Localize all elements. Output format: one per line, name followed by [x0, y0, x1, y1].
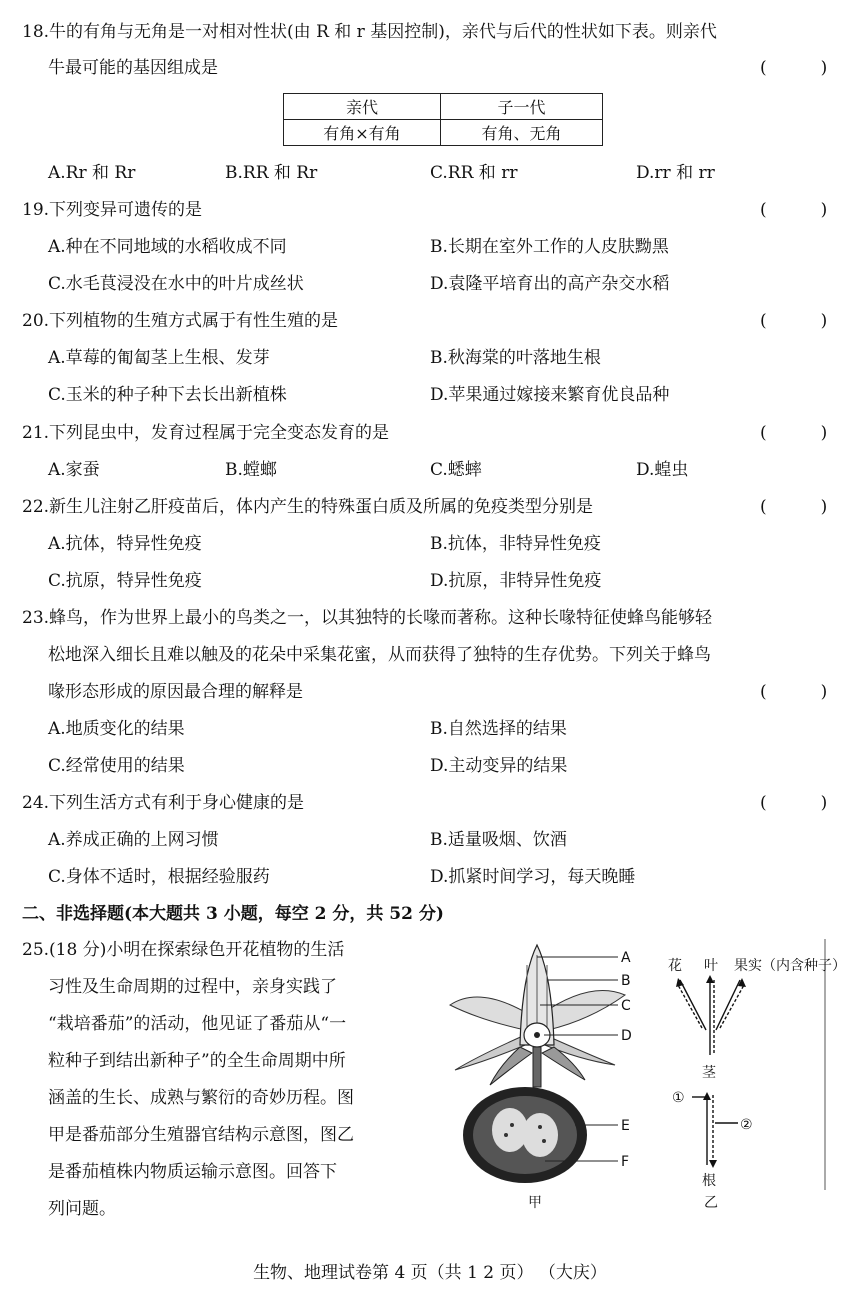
option-d[interactable]: D.rr 和 rr [636, 163, 715, 183]
option-a[interactable]: A.养成正确的上网习惯 [48, 830, 219, 850]
option-b[interactable]: B.适量吸烟、饮酒 [430, 830, 567, 850]
q24-stem: 24.下列生活方式有利于身心健康的是 ( ) [0, 788, 860, 818]
option-d[interactable]: D.袁隆平培育出的高产杂交水稻 [430, 274, 670, 294]
option-b[interactable]: B.长期在室外工作的人皮肤黝黑 [430, 237, 669, 257]
answer-paren[interactable]: ( ) [760, 200, 828, 220]
option-a[interactable]: A.草莓的匍匐茎上生根、发芽 [48, 348, 270, 368]
option-c[interactable]: C.抗原，特异性免疫 [48, 571, 202, 591]
q22-stem: 22.新生儿注射乙肝疫苗后，体内产生的特殊蛋白质及所属的免疫类型分别是 ( ) [0, 492, 860, 522]
option-b[interactable]: B.自然选择的结果 [430, 719, 567, 739]
option-c[interactable]: C.身体不适时，根据经验服药 [48, 867, 270, 887]
option-b[interactable]: B.秋海棠的叶落地生根 [430, 348, 601, 368]
caption-jia: 甲 [528, 1195, 542, 1211]
q23-options-row2 [0, 751, 860, 781]
option-a[interactable]: A.家蚕 [48, 460, 100, 480]
q21-stem: 21.下列昆虫中，发育过程属于完全变态发育的是 ( ) [0, 418, 860, 448]
q25-line: 是番茄植株内物质运输示意图。回答下 [48, 1162, 337, 1182]
answer-paren[interactable]: ( ) [760, 497, 828, 517]
answer-paren[interactable]: ( ) [760, 311, 828, 331]
q25-line: 粒种子到结出新种子”的全生命周期中所 [48, 1051, 346, 1071]
option-d[interactable]: D.蝗虫 [636, 460, 689, 480]
label-flower: 花 [668, 958, 682, 974]
figure-yi [660, 935, 855, 1215]
option-c[interactable]: C.水毛茛浸没在水中的叶片成丝状 [48, 274, 304, 294]
q18-line2: 牛最可能的基因组成是 ( ) [0, 53, 860, 83]
caption-yi: 乙 [704, 1195, 718, 1211]
label-fruit: 果实（内含种子） [734, 958, 846, 974]
table-cell: 有角×有角 [284, 120, 441, 146]
q23-line2: 松地深入细长且难以触及的花朵中采集花蜜，从而获得了独特的生存优势。下列关于蜂鸟 [48, 645, 711, 665]
option-a[interactable]: A.Rr 和 Rr [48, 163, 136, 183]
option-d[interactable]: D.抗原，非特异性免疫 [430, 571, 602, 591]
option-c[interactable]: C.玉米的种子种下去长出新植株 [48, 385, 287, 405]
label-f: F [621, 1154, 630, 1170]
q20-options-row2 [0, 380, 860, 410]
q25-line: 习性及生命周期的过程中，亲身实践了 [48, 977, 337, 997]
answer-paren[interactable]: ( ) [760, 793, 828, 813]
q25-line: 甲是番茄部分生殖器官结构示意图，图乙 [48, 1125, 354, 1145]
q18-table [283, 93, 603, 146]
label-a: A [621, 950, 631, 966]
q25-line: 25.(18 分)小明在探索绿色开花植物的生活 [22, 940, 345, 960]
option-d[interactable]: D.苹果通过嫁接来繁育优良品种 [430, 385, 670, 405]
label-arrow-1: ① [672, 1090, 685, 1106]
q18-line1: 18.牛的有角与无角是一对相对性状(由 R 和 r 基因控制)，亲代与后代的性状如下表。则亲代 [22, 22, 717, 42]
q25-line: “栽培番茄”的活动，他见证了番茄从“一 [48, 1014, 347, 1034]
q24-options-row1 [0, 825, 860, 855]
label-root: 根 [702, 1173, 716, 1189]
q19-options-row2 [0, 269, 860, 299]
option-a[interactable]: A.种在不同地域的水稻收成不同 [48, 237, 287, 257]
transport-arrows-icon [678, 977, 744, 1055]
option-b[interactable]: B.螳螂 [225, 460, 277, 480]
label-leaf: 叶 [704, 958, 718, 974]
option-c[interactable]: C.RR 和 rr [430, 163, 518, 183]
answer-paren[interactable]: ( ) [760, 423, 828, 443]
section-heading: 二、非选择题(本大题共 3 小题，每空 2 分，共 52 分) [22, 904, 444, 924]
tomato-flower-icon [450, 945, 625, 1087]
tomato-fruit-icon [463, 1087, 587, 1183]
option-d[interactable]: D.抓紧时间学习，每天晚睡 [430, 867, 636, 887]
answer-paren[interactable]: ( ) [760, 58, 828, 78]
option-b[interactable]: B.抗体，非特异性免疫 [430, 534, 601, 554]
q25-line: 列问题。 [48, 1199, 116, 1219]
q19-stem: 19.下列变异可遗传的是 ( ) [0, 195, 860, 225]
q23-options-row1 [0, 714, 860, 744]
label-c: C [621, 998, 631, 1014]
label-b: B [621, 973, 631, 989]
answer-paren[interactable]: ( ) [760, 682, 828, 702]
q23-line3: 喙形态形成的原因最合理的解释是 ( ) [0, 677, 860, 707]
q22-options-row2 [0, 566, 860, 596]
page-footer: 生物、地理试卷第 4 页（共 1 2 页） （大庆） [253, 1263, 607, 1283]
q20-options-row1 [0, 343, 860, 373]
table-header: 子一代 [440, 94, 602, 120]
label-d: D [621, 1028, 632, 1044]
figure-jia [440, 935, 650, 1215]
q25-line: 涵盖的生长、成熟与繁衍的奇妙历程。图 [48, 1088, 354, 1108]
table-cell: 有角、无角 [440, 120, 602, 146]
option-d[interactable]: D.主动变异的结果 [430, 756, 568, 776]
label-arrow-2: ② [740, 1117, 753, 1133]
q20-stem: 20.下列植物的生殖方式属于有性生殖的是 ( ) [0, 306, 860, 336]
q19-options-row1 [0, 232, 860, 262]
option-a[interactable]: A.抗体，特异性免疫 [48, 534, 202, 554]
q22-options-row1 [0, 529, 860, 559]
label-e: E [621, 1118, 630, 1134]
q21-options [0, 455, 860, 485]
label-stem: 茎 [702, 1065, 716, 1081]
q18-options [0, 158, 860, 188]
q23-line1: 23.蜂鸟，作为世界上最小的鸟类之一，以其独特的长喙而著称。这种长喙特征使蜂鸟能够轻 [22, 608, 713, 628]
option-b[interactable]: B.RR 和 Rr [225, 163, 318, 183]
option-c[interactable]: C.经常使用的结果 [48, 756, 185, 776]
table-header: 亲代 [284, 94, 441, 120]
option-a[interactable]: A.地质变化的结果 [48, 719, 185, 739]
q24-options-row2 [0, 862, 860, 892]
option-c[interactable]: C.蟋蟀 [430, 460, 482, 480]
